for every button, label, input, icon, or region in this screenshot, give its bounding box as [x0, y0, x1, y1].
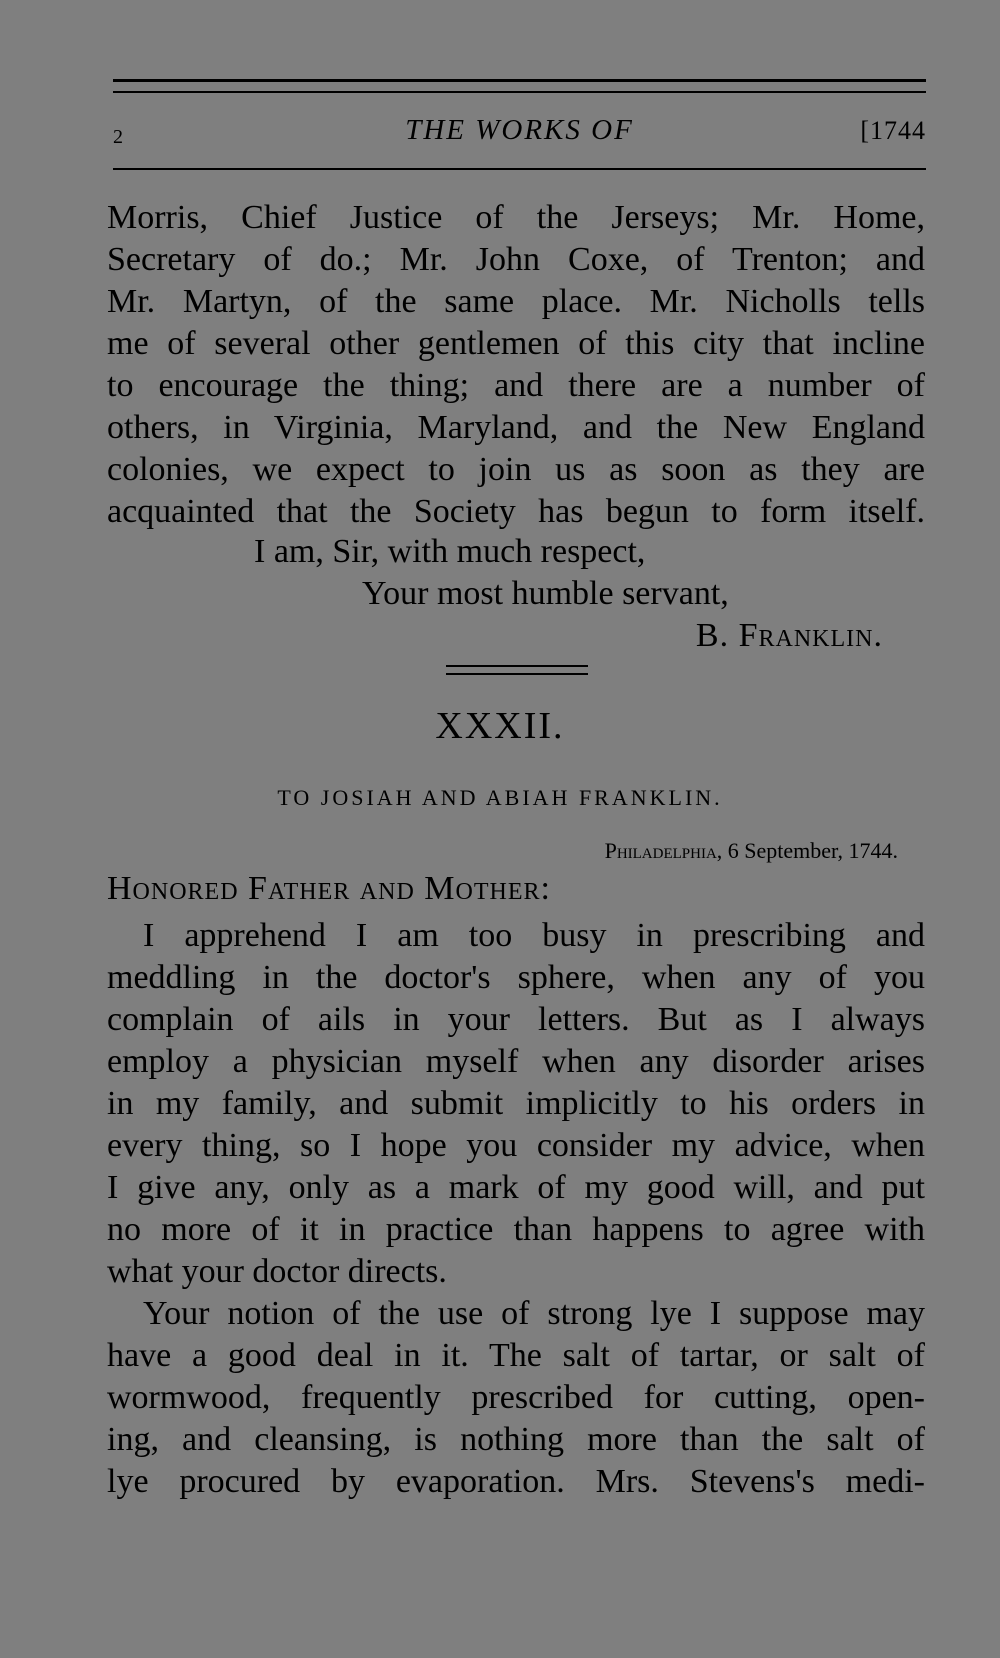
- signature: B. Franklin.: [695, 617, 883, 654]
- header-bottom-rule: [113, 168, 926, 170]
- header-top-rule-inner: [113, 91, 926, 93]
- text-line: wormwood, frequently prescribed for cutting, open-: [107, 1379, 925, 1416]
- header-top-rule: [113, 79, 926, 82]
- text-line: ing, and cleansing, is nothing more than the salt of: [107, 1421, 925, 1458]
- page-number: 2: [113, 126, 123, 148]
- text-line: others, in Virginia, Maryland, and the New England: [107, 409, 925, 446]
- text-line: Mr. Martyn, of the same place. Mr. Nicholls tells: [107, 283, 925, 320]
- letter-paragraph-1: [107, 915, 925, 1293]
- text-line: no more of it in practice than happens to agree with: [107, 1211, 925, 1248]
- letter-paragraph-2: [107, 1293, 925, 1503]
- section-divider: [446, 665, 588, 667]
- text-line: me of several other gentlemen of this city that incline: [107, 325, 925, 362]
- text-line: Secretary of do.; Mr. John Coxe, of Trenton; and: [107, 241, 925, 278]
- text-line: acquainted that the Society has begun to form itself.: [107, 493, 925, 530]
- text-line: what your doctor directs.: [107, 1253, 447, 1290]
- text-line: colonies, we expect to join us as soon as they are: [107, 451, 925, 488]
- section-divider-lower: [446, 673, 588, 675]
- header-year: [1744: [860, 116, 926, 145]
- running-header: [113, 114, 926, 154]
- continuation-paragraph: [107, 197, 925, 533]
- text-line: every thing, so I hope you consider my advice, when: [107, 1127, 925, 1164]
- text-line: lye procured by evaporation. Mrs. Stevens's medi-: [107, 1463, 925, 1500]
- closing-line: Your most humble servant,: [362, 575, 729, 612]
- salutation: Honored Father and Mother:: [107, 870, 551, 907]
- dateline-date: 6 September, 1744.: [727, 838, 898, 863]
- letter-addressee: TO JOSIAH AND ABIAH FRANKLIN.: [277, 785, 723, 810]
- dateline-place: Philadelphia,: [604, 838, 723, 863]
- text-line: employ a physician myself when any disorder arises: [107, 1043, 925, 1080]
- text-line: Your notion of the use of strong lye I suppose may: [143, 1295, 925, 1332]
- text-line: in my family, and submit implicitly to his orders in: [107, 1085, 925, 1122]
- letter-number: XXXII.: [435, 705, 565, 747]
- text-line: I give any, only as a mark of my good will, and put: [107, 1169, 925, 1206]
- text-line: Morris, Chief Justice of the Jerseys; Mr. Home,: [107, 199, 925, 236]
- text-line: complain of ails in your letters. But as I always: [107, 1001, 925, 1038]
- text-line: have a good deal in it. The salt of tartar, or salt of: [107, 1337, 925, 1374]
- running-title: THE WORKS OF: [405, 114, 634, 146]
- text-line: meddling in the doctor's sphere, when any of you: [107, 959, 925, 996]
- closing-line: I am, Sir, with much respect,: [254, 533, 646, 570]
- dateline: [605, 838, 898, 864]
- text-line: to encourage the thing; and there are a number of: [107, 367, 925, 404]
- text-line: I apprehend I am too busy in prescribing and: [143, 917, 925, 954]
